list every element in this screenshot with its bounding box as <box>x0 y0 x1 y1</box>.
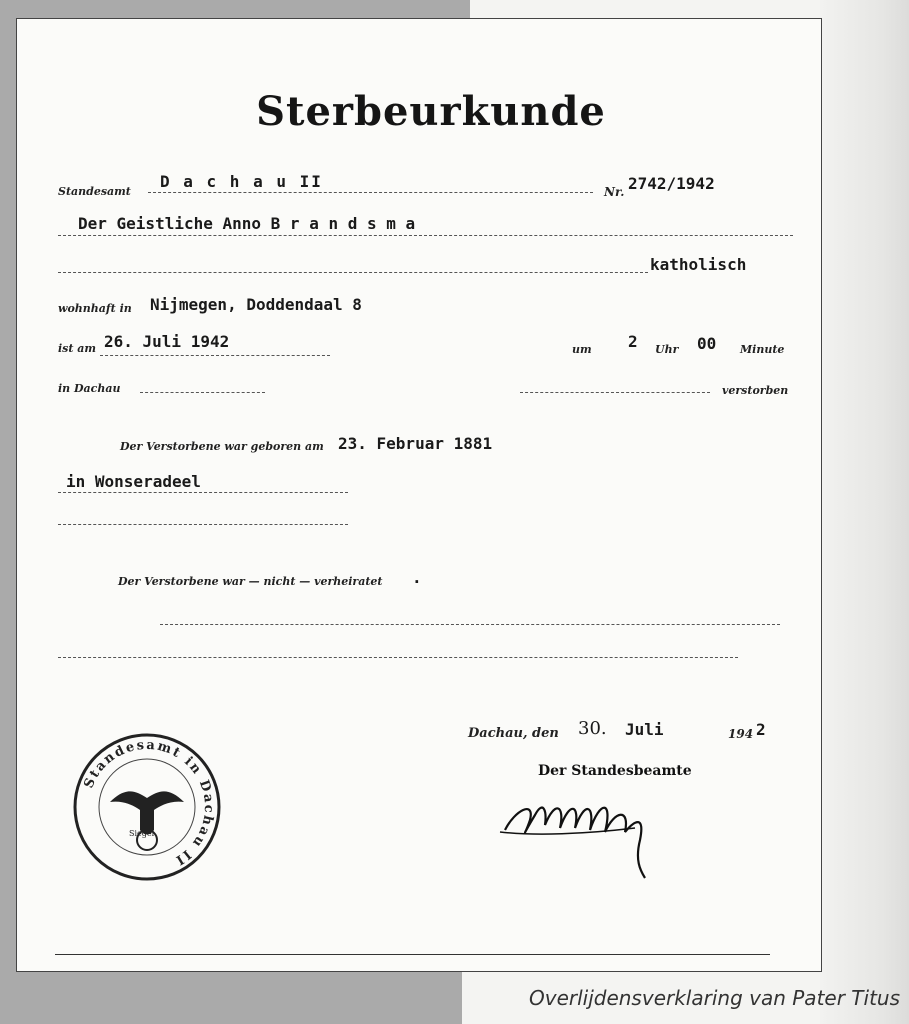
religion-underline <box>58 272 648 273</box>
figure-caption: Overlijdensverklaring van Pater Titus <box>528 986 900 1010</box>
married-mark: . <box>412 568 422 587</box>
death-place-underline <box>140 392 265 393</box>
religion-value: katholisch <box>650 255 747 274</box>
standesamt-value: D a c h a u II <box>160 172 323 191</box>
death-date-underline <box>100 355 330 356</box>
page-gutter-shadow <box>820 0 909 1024</box>
um-label: um <box>572 343 592 356</box>
wohnhaft-label: wohnhaft in <box>58 302 132 315</box>
death-minute: 00 <box>697 334 717 353</box>
born-place: in Wonseradeel <box>66 472 201 491</box>
married-label: Der Verstorbene war — nicht — verheiratet <box>118 575 383 588</box>
signing-place-label: Dachau, den <box>468 726 559 741</box>
death-place-underline-2 <box>520 392 710 393</box>
minute-label: Minute <box>740 343 785 356</box>
born-label: Der Verstorbene war geboren am <box>120 440 324 453</box>
svg-text:Siegel: Siegel <box>129 829 155 838</box>
born-place-underline <box>58 492 348 493</box>
background-bottom <box>0 972 462 1024</box>
remarks-underline-1 <box>160 624 780 625</box>
death-hour: 2 <box>628 332 638 351</box>
born-date: 23. Februar 1881 <box>338 434 493 453</box>
stamp-seal-icon <box>70 732 224 882</box>
name-underline <box>58 235 793 236</box>
certificate-title: Sterbeurkunde <box>256 88 606 135</box>
standesamt-label: Standesamt <box>58 185 131 198</box>
svg-text:Standesamt in Dachau II: Standesamt in Dachau II <box>81 737 217 869</box>
remarks-underline-2 <box>58 657 738 658</box>
death-place-suffix: verstorben <box>722 384 789 397</box>
bottom-rule <box>55 954 770 955</box>
uhr-label: Uhr <box>655 343 679 356</box>
death-place-label: in Dachau <box>58 382 121 395</box>
death-date-value: 26. Juli 1942 <box>104 332 230 351</box>
signature-icon <box>495 770 670 885</box>
standesamt-underline <box>148 192 593 193</box>
death-date-label: ist am <box>58 342 97 355</box>
deceased-name: Der Geistliche Anno B r a n d s m a <box>78 214 416 233</box>
signing-day: 30. <box>578 718 607 739</box>
official-title: Der Standesbeamte <box>538 763 692 779</box>
born-extra-underline <box>58 524 348 525</box>
signing-year-prefix: 194 <box>728 727 754 741</box>
background-top <box>0 0 470 18</box>
signing-month: Juli <box>625 720 664 739</box>
register-nr-label: Nr. <box>604 185 625 199</box>
background-left <box>0 0 16 1024</box>
wohnhaft-value: Nijmegen, Doddendaal 8 <box>150 295 362 314</box>
register-nr-value: 2742/1942 <box>628 174 715 193</box>
signing-year-suffix: 2 <box>756 720 766 739</box>
